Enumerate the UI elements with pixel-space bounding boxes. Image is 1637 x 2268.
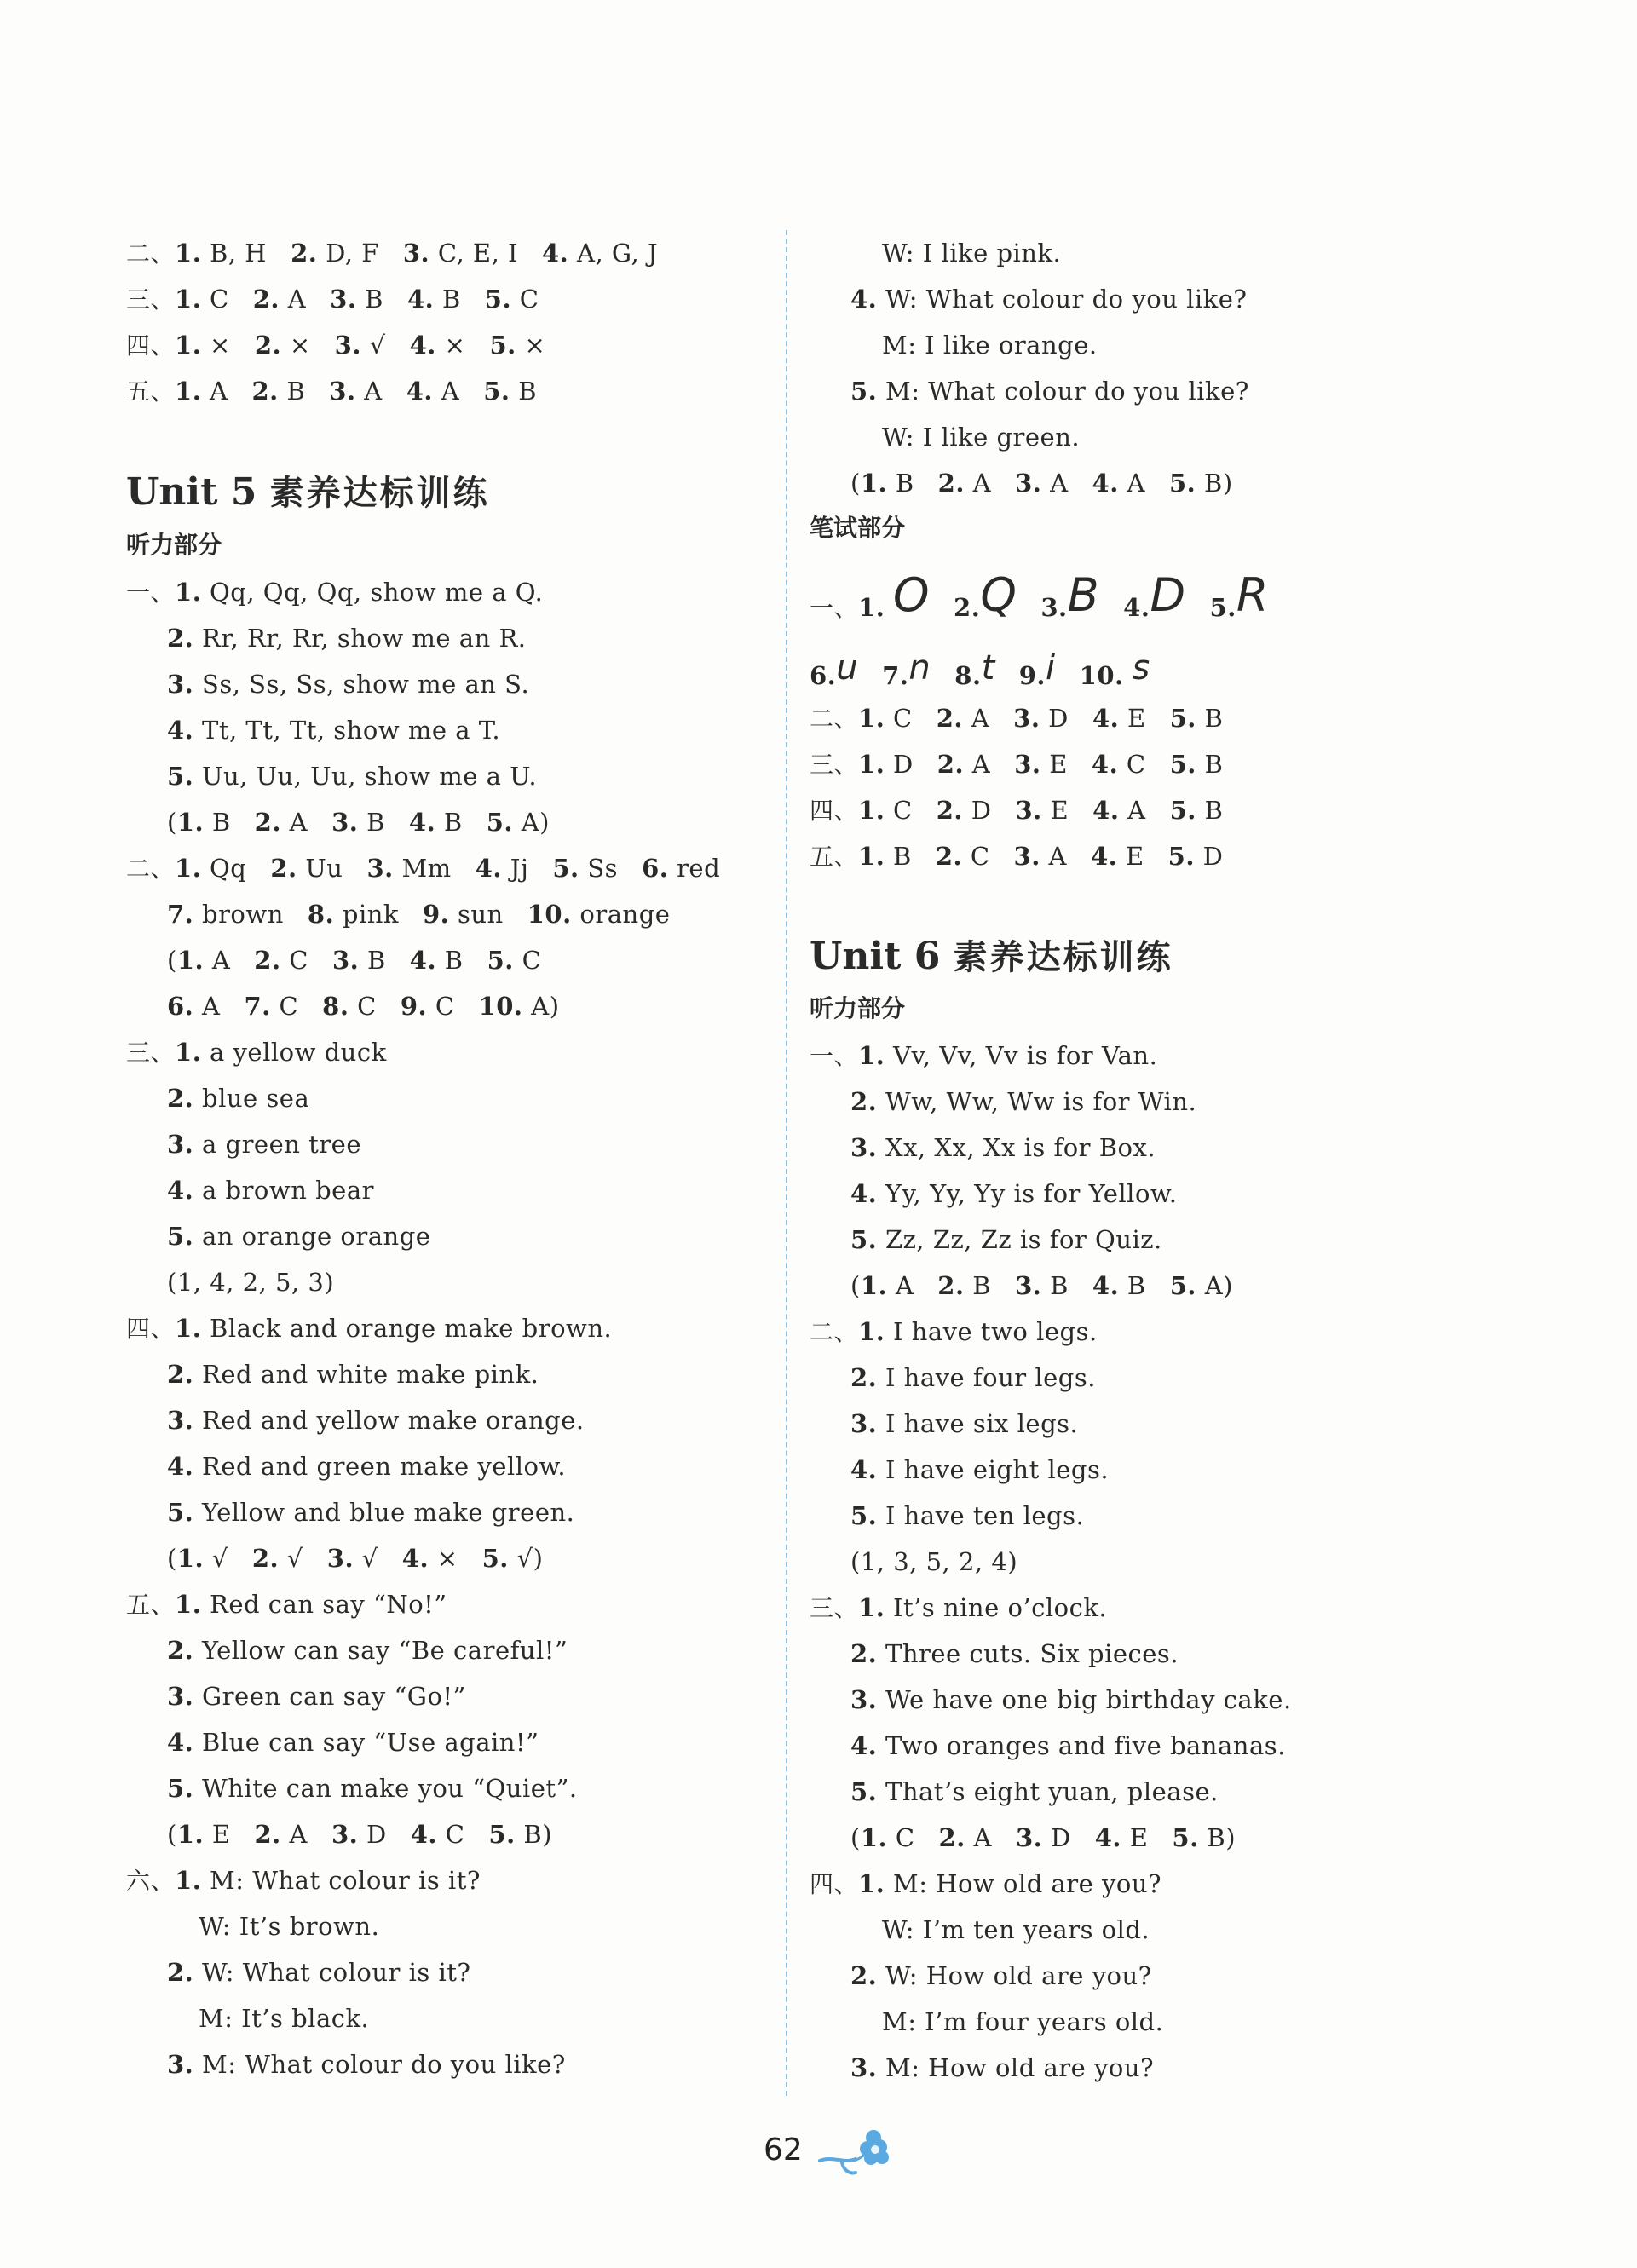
u5-s6-line-2: W: It’s brown. <box>199 1912 380 1941</box>
u5-s5-line-1: 五、1. Red can say “No!” <box>126 1590 447 1619</box>
u5-s2-row-1: 二、1. Qq 2. Uu 3. Mm 4. Jj 5. Ss 6. red <box>126 854 721 883</box>
u6-s1-line-2: 2. Ww, Ww, Ww is for Win. <box>850 1087 1197 1116</box>
u5-s4-line-3: 3. Red and yellow make orange. <box>167 1406 585 1435</box>
answer-row-3: 三、1. C 2. A 3. B 4. B 5. C <box>126 285 539 314</box>
u6-s2-order: (1, 3, 5, 2, 4) <box>850 1547 1018 1576</box>
u5-s6-line-5: 3. M: What colour do you like? <box>167 2050 566 2079</box>
u5-s2-row-2: 7. brown 8. pink 9. sun 10. orange <box>167 900 671 929</box>
flower-icon <box>816 2130 898 2181</box>
u6-s2-line-5: 5. I have ten legs. <box>850 1501 1085 1530</box>
u5-s3-line-4: 4. a brown bear <box>167 1176 374 1205</box>
w-row-5: 五、1. B 2. C 3. A 4. E 5. D <box>810 842 1224 871</box>
u5-s5-line-2: 2. Yellow can say “Be careful!” <box>167 1636 568 1665</box>
u5-s6-line-1: 六、1. M: What colour is it? <box>126 1866 481 1895</box>
u6-s2-line-2: 2. I have four legs. <box>850 1363 1096 1392</box>
cont-line-3: M: I like orange. <box>882 331 1098 360</box>
u5-s4-answers: (1. √ 2. √ 3. √ 4. × 5. √) <box>167 1544 544 1573</box>
u6-s1-line-5: 5. Zz, Zz, Zz is for Quiz. <box>850 1225 1162 1254</box>
u6-s3-answers: (1. C 2. A 3. D 4. E 5. B) <box>850 1823 1236 1852</box>
answer-row-4: 四、1. × 2. × 3. √ 4. × 5. × <box>126 331 546 360</box>
u5-s5-line-5: 5. White can make you “Quiet”. <box>167 1774 578 1803</box>
u5-s4-line-5: 5. Yellow and blue make green. <box>167 1498 575 1527</box>
u6-s1-line-3: 3. Xx, Xx, Xx is for Box. <box>850 1133 1156 1162</box>
u6-s3-line-1: 三、1. It’s nine o’clock. <box>810 1593 1108 1622</box>
u5-s4-line-4: 4. Red and green make yellow. <box>167 1452 567 1481</box>
u5-s6-line-4: M: It’s black. <box>199 2004 370 2033</box>
u5-s1-line-3: 3. Ss, Ss, Ss, show me an S. <box>167 670 530 699</box>
unit6-title: Unit 6 素养达标训练 <box>810 935 1173 978</box>
u5-s3-line-2: 2. blue sea <box>167 1084 310 1113</box>
page-number: 62 <box>764 2133 803 2167</box>
u5-s5-answers: (1. E 2. A 3. D 4. C 5. B) <box>167 1820 553 1849</box>
u5-s4-line-2: 2. Red and white make pink. <box>167 1360 539 1389</box>
u6-s4-line-1: 四、1. M: How old are you? <box>810 1869 1162 1898</box>
written-heading: 笔试部分 <box>810 514 906 542</box>
u5-s3-line-3: 3. a green tree <box>167 1130 361 1159</box>
u6-s4-line-3: 2. W: How old are you? <box>850 1961 1152 1990</box>
u6-s2-line-1: 二、1. I have two legs. <box>810 1317 1098 1346</box>
u5-s1-line-4: 4. Tt, Tt, Tt, show me a T. <box>167 716 501 745</box>
u6-s4-line-5: 3. M: How old are you? <box>850 2053 1155 2082</box>
u5-s5-line-3: 3. Green can say “Go!” <box>167 1682 466 1711</box>
cont-line-5: W: I like green. <box>882 423 1081 452</box>
unit5-listening-heading: 听力部分 <box>126 531 222 559</box>
answer-row-2: 二、1. B, H 2. D, F 3. C, E, I 4. A, G, J <box>126 239 659 268</box>
u6-s1-line-4: 4. Yy, Yy, Yy is for Yellow. <box>850 1179 1178 1208</box>
w-row-2: 二、1. C 2. A 3. D 4. E 5. B <box>810 704 1224 733</box>
u5-s1-answers: (1. B 2. A 3. B 4. B 5. A) <box>167 808 550 837</box>
w1-row-1: 一、1. O 2.Q 3.B 4.D 5.R <box>810 568 1269 622</box>
u6-s2-line-4: 4. I have eight legs. <box>850 1455 1110 1484</box>
column-divider <box>786 230 787 2096</box>
u6-s3-line-3: 3. We have one big birthday cake. <box>850 1685 1292 1714</box>
u6-s3-line-2: 2. Three cuts. Six pieces. <box>850 1639 1179 1668</box>
u5-s6-line-3: 2. W: What colour is it? <box>167 1958 471 1987</box>
u6-s1-line-1: 一、1. Vv, Vv, Vv is for Van. <box>810 1041 1158 1070</box>
u5-s4-line-1: 四、1. Black and orange make brown. <box>126 1314 613 1343</box>
u5-s5-line-4: 4. Blue can say “Use again!” <box>167 1728 539 1757</box>
u5-s1-line-2: 2. Rr, Rr, Rr, show me an R. <box>167 624 527 653</box>
u6-s2-line-3: 3. I have six legs. <box>850 1409 1079 1438</box>
u5-s2-answers-2: 6. A 7. C 8. C 9. C 10. A) <box>167 992 560 1021</box>
unit5-title: Unit 5 素养达标训练 <box>126 470 490 514</box>
u6-s3-line-5: 5. That’s eight yuan, please. <box>850 1777 1219 1806</box>
u5-s1-line-1: 一、1. Qq, Qq, Qq, show me a Q. <box>126 578 544 607</box>
cont-line-2: 4. W: What colour do you like? <box>850 285 1248 314</box>
u6-s4-line-2: W: I’m ten years old. <box>882 1915 1150 1944</box>
u6-s4-line-4: M: I’m four years old. <box>882 2007 1164 2036</box>
cont-line-1: W: I like pink. <box>882 239 1062 268</box>
u5-s3-line-1: 三、1. a yellow duck <box>126 1038 387 1067</box>
u5-s3-line-5: 5. an orange orange <box>167 1222 431 1251</box>
u5-s1-line-5: 5. Uu, Uu, Uu, show me a U. <box>167 762 538 791</box>
u5-s2-answers-1: (1. A 2. C 3. B 4. B 5. C <box>167 946 542 975</box>
unit6-listening-heading: 听力部分 <box>810 994 906 1022</box>
cont-answers: (1. B 2. A 3. A 4. A 5. B) <box>850 469 1233 498</box>
u5-s3-order: (1, 4, 2, 5, 3) <box>167 1268 335 1297</box>
cont-line-4: 5. M: What colour do you like? <box>850 377 1249 406</box>
u6-s3-line-4: 4. Two oranges and five bananas. <box>850 1731 1286 1760</box>
w1-row-2: 6.u 7.n 8.t 9.i 10. s <box>810 648 1150 690</box>
w-row-3: 三、1. D 2. A 3. E 4. C 5. B <box>810 750 1224 779</box>
answer-row-5: 五、1. A 2. B 3. A 4. A 5. B <box>126 377 537 406</box>
w-row-4: 四、1. C 2. D 3. E 4. A 5. B <box>810 796 1224 825</box>
u6-s1-answers: (1. A 2. B 3. B 4. B 5. A) <box>850 1271 1233 1300</box>
